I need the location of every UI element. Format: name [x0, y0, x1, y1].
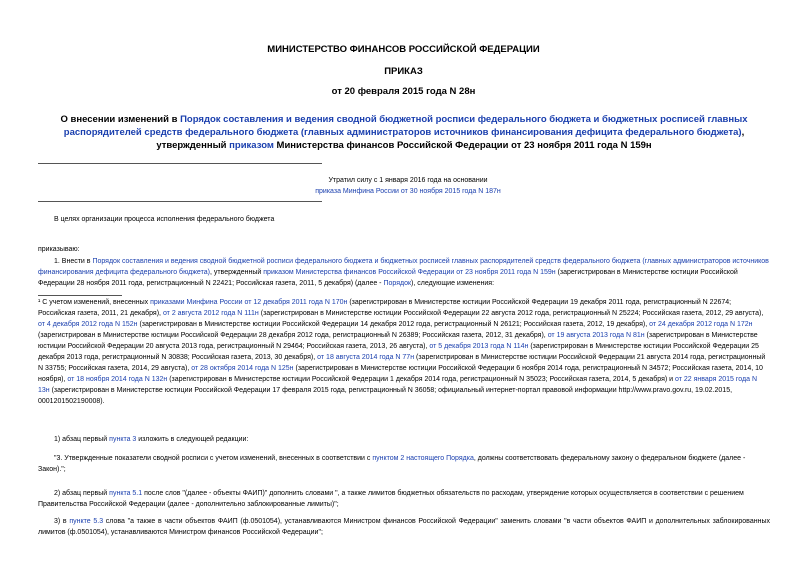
quoted-point-3: "3. Утвержденные показатели сводной росписи с учетом изменений, внесенных в соответствии с пунктом 2 настоящего Порядка, должны соответствовать федеральному закону о федеральном бюджете (далее - Закон).";	[38, 455, 746, 473]
ministry-heading: МИНИСТЕРСТВО ФИНАНСОВ РОССИЙСКОЙ ФЕДЕРАЦИИ	[267, 44, 540, 55]
title-link-procedure[interactable]: Порядок составления и ведения сводной бюджетной росписи федерального бюджета и бюджетных росписей главных распорядителей средств федерального бюджета (главных администраторов источников финансирования дефицита федерального бюджета)	[63, 114, 748, 138]
subitem-1: 1) абзац первый пункта 3 изложить в следующей редакции:	[54, 436, 249, 443]
footnote-divider	[38, 295, 122, 296]
divider-top	[38, 163, 322, 164]
quote-link-point2[interactable]: пунктом 2 настоящего Порядка	[372, 455, 474, 462]
fn-link-2[interactable]: от 2 августа 2012 года N 111н	[162, 310, 259, 317]
order-date: от 20 февраля 2015 года N 28н	[331, 86, 476, 97]
subitem-2: 2) абзац первый пункта 5.1 после слов "(далее - объекты ФАИП)" дополнить словами ", а также лимитов бюджетных обязательств по расходам, утверждение которых осуществляется в соответствии с решением Правительства Российской Федерации (далее - дополнительно заблокированные лимиты)";	[38, 490, 744, 508]
fn-link-3[interactable]: от 4 декабря 2012 года N 152н	[38, 321, 138, 328]
divider-bottom	[38, 201, 322, 202]
document-title: О внесении изменений в Порядок составления и ведения сводной бюджетной росписи федерального бюджета и бюджетных росписей главных распорядителей средств федерального бюджета (главных администраторов источников финансирования дефицита федерального бюджета), утвержденный приказом Министерства финансов Российской Федерации от 23 ноября 2011 года N 159н	[60, 114, 748, 151]
item1-link-poryadok[interactable]: Порядок	[383, 280, 412, 287]
fn-link-10[interactable]: от 22 января 2015 года N 13н	[38, 376, 757, 394]
item1-link-order[interactable]: приказом Министерства финансов Российской Федерации от 23 ноября 2011 года N 159н	[263, 269, 556, 276]
subitem-3: 3) в пункте 5.3 слова "а также в части объектов ФАИП (ф.0501054), устанавливаются Министром финансов Российской Федерации" заменить словами "в части объектов ФАИП и дополнительных заблокированных лимитов (ф.0501054), устанавливаются Министром финансов Российской Федерации";	[38, 518, 770, 536]
order-verb: приказываю:	[38, 246, 80, 253]
item1-link-procedure[interactable]: Порядок составления и ведения сводной бюджетной росписи федерального бюджета и бюджетных росписей главных распорядителей средств федерального бюджета (главных администраторов источников финансирования дефицита федерального бюджета)	[38, 258, 769, 276]
sub3-link-point53[interactable]: пункте 5.3	[69, 518, 104, 525]
fn-link-5[interactable]: от 19 августа 2013 года N 81н	[547, 332, 645, 339]
order-heading: ПРИКАЗ	[384, 66, 423, 77]
fn-link-6[interactable]: от 5 декабря 2013 года N 114н	[429, 343, 529, 350]
title-link-order[interactable]: приказом	[229, 140, 274, 151]
lost-force-link[interactable]: приказа Минфина России от 30 ноября 2015 года N 187н	[315, 188, 501, 195]
footnote: ¹ С учетом изменений, внесенных приказами Минфина России от 12 декабря 2011 года N 170н (зарегистрирован в Министерстве юстиции Российской Федерации 19 декабря 2011 года, регистрационный N 22674; Российская газета, 2011, 21 декабря), от 2 августа 2012 года N 111н (зарегистрирован в Министерстве юстиции Российской Федерации 22 августа 2012 года, регистрационный N 25224; Российская газета, 2012, 29 августа), от 4 декабря 2012 года N 152н (зарегистрирован в Министерстве юстиции Российской Федерации 14 декабря 2012 года, регистрационный N 26121; Российская газета, 2012, 19 декабря), от 24 декабря 2012 года N 172н (зарегистрирован в Министерстве юстиции Российской Федерации 28 декабря 2012 года, регистрационный N 26389; Российская газета, 2012, 31 декабря), от 19 августа 2013 года N 81н (зарегистрирован в Министерстве юстиции Российской Федерации 20 августа 2013 года, регистрационный N 29464; Российская газета, 2013, 26 августа), от 5 декабря 2013 года N 114н (зарегистрирован в Министерстве юстиции Российской Федерации 25 декабря 2013 года, регистрационный N 30838; Российская газета, 2013, 30 декабря), от 18 августа 2014 года N 77н (зарегистрирован в Министерстве юстиции Российской Федерации 21 августа 2014 года, регистрационный N 33755; Российская газета, 2014, 29 августа), от 28 октября 2014 года N 125н (зарегистрирован в Министерстве юстиции Российской Федерации 6 ноября 2014 года, регистрационный N 34572; Российская газета, 2014, 10 ноября), от 18 ноября 2014 года N 132н (зарегистрирован в Министерстве юстиции Российской Федерации 1 декабря 2014 года, регистрационный N 35023; Российская газета, 2014, 5 декабря) и от 22 января 2015 года N 13н (зарегистрирован в Министерстве юстиции Российской Федерации 17 февраля 2015 года, регистрационный N 36058; официальный интернет-портал правовой информации http://www.pravo.gov.ru, 19.02.2015, 0001201502190008).	[38, 299, 766, 405]
fn-link-7[interactable]: от 18 августа 2014 года N 77н	[317, 354, 415, 361]
item-1: 1. Внести в Порядок составления и ведения сводной бюджетной росписи федерального бюджета и бюджетных росписей главных распорядителей средств федерального бюджета (главных администраторов источников финансирования дефицита федерального бюджета), утвержденный приказом Министерства финансов Российской Федерации от 23 ноября 2011 года N 159н (зарегистрирован в Министерстве юстиции Российской Федерации 28 ноября 2011 года, регистрационный N 22421; Российская газета, 2011, 5 декабря) (далее - Порядок), следующие изменения:	[38, 258, 769, 287]
intro-paragraph: В целях организации процесса исполнения федерального бюджета	[54, 216, 275, 223]
fn-link-1[interactable]: приказами Минфина России от 12 декабря 2011 года N 170н	[150, 299, 348, 306]
lost-force-note: Утратил силу с 1 января 2016 года на основании приказа Минфина России от 30 ноября 2015 года N 187н	[315, 177, 501, 195]
fn-link-9[interactable]: от 18 ноября 2014 года N 132н	[67, 376, 168, 383]
fn-link-8[interactable]: от 28 октября 2014 года N 125н	[191, 365, 294, 372]
fn-link-4[interactable]: от 24 декабря 2012 года N 172н	[649, 321, 753, 328]
sub2-link-point51[interactable]: пункта 5.1	[109, 490, 143, 497]
sub1-link-point3[interactable]: пункта 3	[109, 436, 137, 443]
